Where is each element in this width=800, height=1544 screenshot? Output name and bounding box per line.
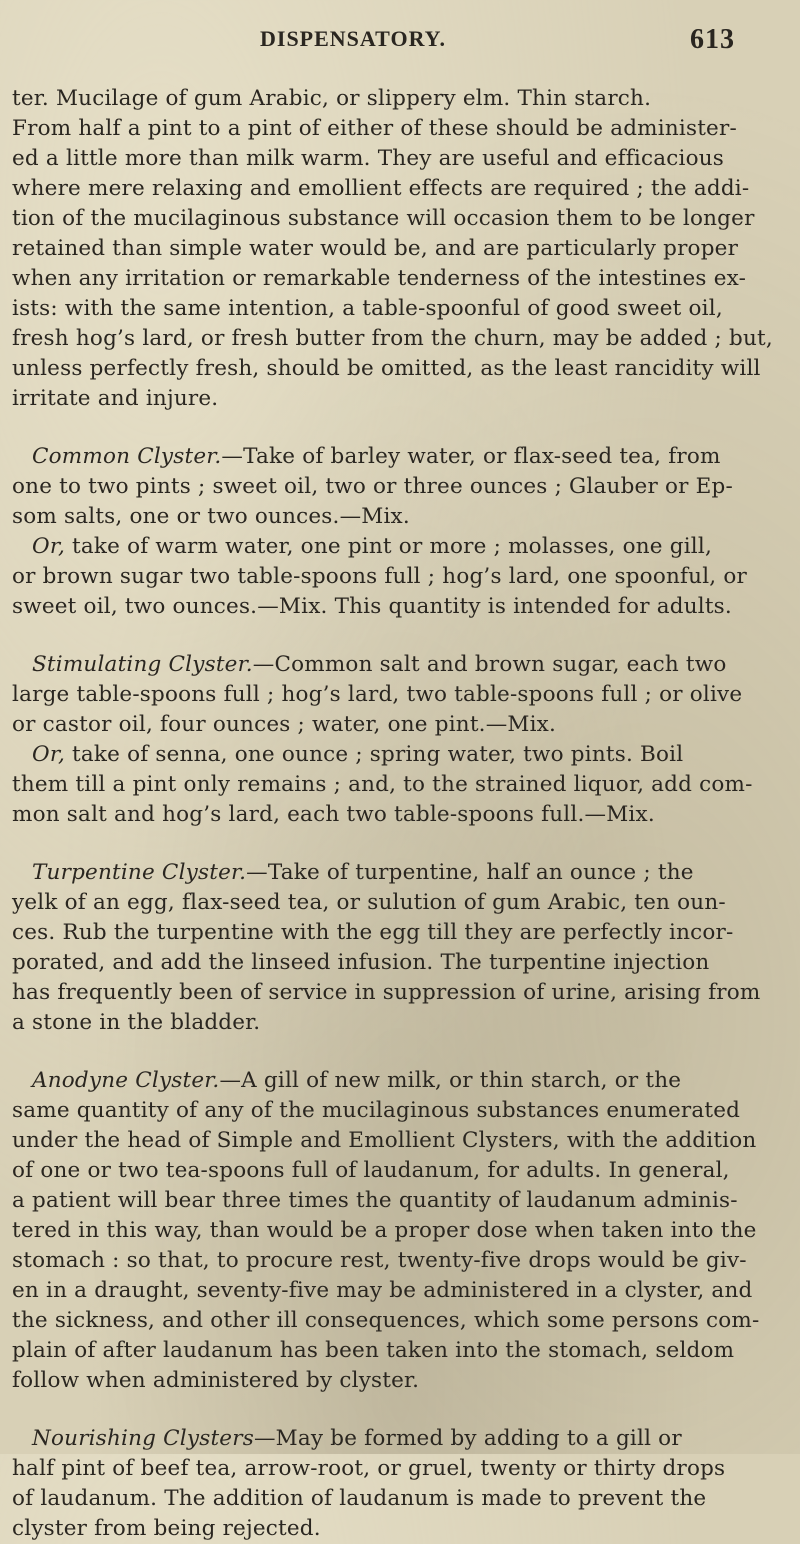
italic-lead: Anodyne Clyster. xyxy=(32,1068,220,1093)
text-line: under the head of Simple and Emollient Clysters, with the addition xyxy=(12,1128,757,1153)
paragraph-start-line: Anodyne Clyster.—A gill of new milk, or thin starch, or the xyxy=(32,1068,682,1093)
text-line: porated, and add the linseed infusion. The turpentine injection xyxy=(12,950,710,975)
paragraph-start-line: Or, take of warm water, one pint or more ; molasses, one gill, xyxy=(32,534,712,559)
text-line: retained than simple water would be, and are particularly proper xyxy=(12,236,739,261)
running-head: DISPENSATORY. xyxy=(260,26,447,51)
text-line: sweet oil, two ounces.—Mix. This quantity is intended for adults. xyxy=(12,594,732,619)
text-line: of laudanum. The addition of laudanum is made to prevent the xyxy=(12,1486,707,1511)
text-line: one to two pints ; sweet oil, two or three ounces ; Glauber or Ep- xyxy=(12,474,733,499)
italic-lead: Or, xyxy=(32,534,65,559)
text-line: ed a little more than milk warm. They are useful and efficacious xyxy=(12,146,724,171)
text-line: where mere relaxing and emollient effects are required ; the addi- xyxy=(12,176,750,201)
paragraph-start-line: Turpentine Clyster.—Take of turpentine, half an ounce ; the xyxy=(32,860,694,885)
text-line: plain of after laudanum has been taken into the stomach, seldom xyxy=(12,1338,735,1363)
text-line: tion of the mucilaginous substance will occasion them to be longer xyxy=(12,206,755,231)
text-line: them till a pint only remains ; and, to the strained liquor, add com- xyxy=(12,772,753,797)
page-header xyxy=(0,26,800,66)
text-line: of one or two tea-spoons full of laudanum, for adults. In general, xyxy=(12,1158,730,1183)
text-line: irritate and injure. xyxy=(12,386,219,411)
text-line: From half a pint to a pint of either of these should be administer- xyxy=(12,116,737,141)
italic-lead: Turpentine Clyster. xyxy=(32,860,247,885)
text-line: the sickness, and other ill consequences, which some persons com- xyxy=(12,1308,760,1333)
paragraph-start-line: Nourishing Clysters—May be formed by adding to a gill or xyxy=(32,1426,682,1451)
text-line: yelk of an egg, flax-seed tea, or sulution of gum Arabic, ten oun- xyxy=(12,890,726,915)
paragraph-start-line: Stimulating Clyster.—Common salt and brown sugar, each two xyxy=(32,652,727,677)
text-line: when any irritation or remarkable tenderness of the intestines ex- xyxy=(12,266,747,291)
text-line: follow when administered by clyster. xyxy=(12,1368,420,1393)
text-line: a stone in the bladder. xyxy=(12,1010,261,1035)
text-line: fresh hog’s lard, or fresh butter from the churn, may be added ; but, xyxy=(12,326,773,351)
text-line: has frequently been of service in suppression of urine, arising from xyxy=(12,980,761,1005)
text-line: or castor oil, four ounces ; water, one pint.—Mix. xyxy=(12,712,557,737)
text-line: tered in this way, than would be a proper dose when taken into the xyxy=(12,1218,757,1243)
paragraph-start-line: Common Clyster.—Take of barley water, or flax-seed tea, from xyxy=(32,444,721,469)
text-line: same quantity of any of the mucilaginous substances enumerated xyxy=(12,1098,741,1123)
page-body xyxy=(12,84,780,1544)
paragraph-start-line: Or, take of senna, one ounce ; spring water, two pints. Boil xyxy=(32,742,684,767)
page-number: 613 xyxy=(690,24,735,55)
text-line: a patient will bear three times the quantity of laudanum adminis- xyxy=(12,1188,738,1213)
text-line: ter. Mucilage of gum Arabic, or slippery elm. Thin starch. xyxy=(12,86,652,111)
text-line: stomach : so that, to procure rest, twenty-five drops would be giv- xyxy=(12,1248,747,1273)
text-line: mon salt and hog’s lard, each two table-spoons full.—Mix. xyxy=(12,802,655,827)
text-line: som salts, one or two ounces.—Mix. xyxy=(12,504,410,529)
text-line: or brown sugar two table-spoons full ; hog’s lard, one spoonful, or xyxy=(12,564,747,589)
text-line: ces. Rub the turpentine with the egg till they are perfectly incor- xyxy=(12,920,734,945)
text-line: large table-spoons full ; hog’s lard, two table-spoons full ; or olive xyxy=(12,682,743,707)
text-line: half pint of beef tea, arrow-root, or gruel, twenty or thirty drops xyxy=(12,1456,726,1481)
text-line: unless perfectly fresh, should be omitted, as the least rancidity will xyxy=(12,356,761,381)
text-line: en in a draught, seventy-five may be administered in a clyster, and xyxy=(12,1278,753,1303)
text-line: ists: with the same intention, a table-spoonful of good sweet oil, xyxy=(12,296,723,321)
italic-lead: Common Clyster. xyxy=(32,444,222,469)
text-line: clyster from being rejected. xyxy=(12,1516,321,1541)
italic-lead: Stimulating Clyster. xyxy=(32,652,253,677)
italic-lead: Or, xyxy=(32,742,65,767)
italic-lead: Nourishing Clysters xyxy=(32,1426,254,1451)
